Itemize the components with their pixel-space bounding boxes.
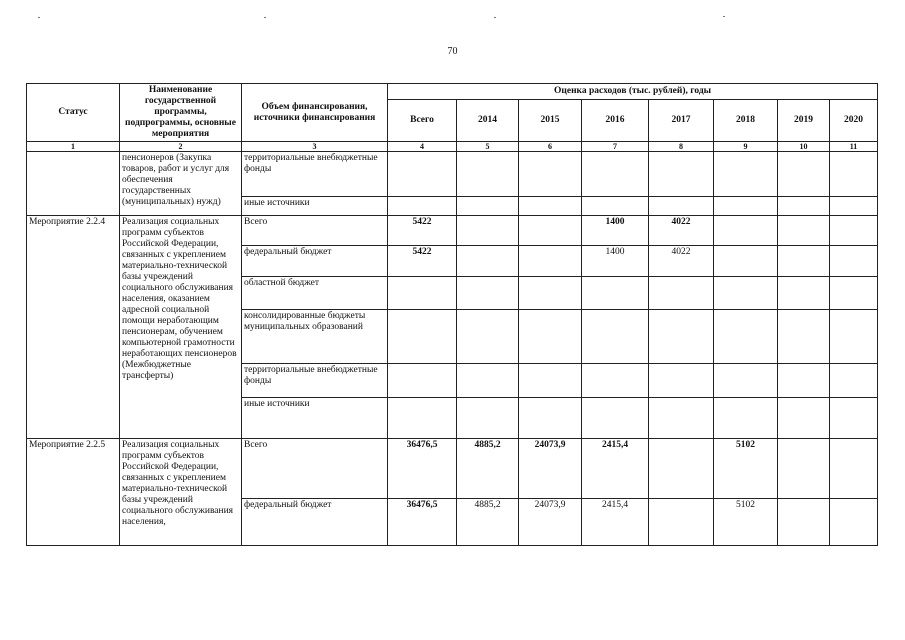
program-name-cell: Реализация социальных программ субъектов Российской Федерации, связанных с укреплением материально-технической базы учреждений социального обслуживания населения, — [120, 439, 242, 546]
header-year-2014: 2014 — [457, 99, 519, 141]
value-2014: 4885,2 — [457, 499, 519, 546]
col-number: 3 — [242, 142, 388, 152]
budget-table — [26, 83, 878, 546]
value-total: 5422 — [388, 216, 457, 246]
col-number: 2 — [120, 142, 242, 152]
program-name-cell: пенсионеров (Закупка товаров, работ и услуг для обеспечения государственных (муниципальных) нужд) — [120, 152, 242, 216]
col-number: 11 — [830, 142, 878, 152]
value-total: 5422 — [388, 246, 457, 277]
col-number: 8 — [649, 142, 714, 152]
header-status: Статус — [27, 84, 120, 142]
col-number: 7 — [582, 142, 649, 152]
value-2016: 2415,4 — [582, 439, 649, 499]
header-year-2020: 2020 — [830, 99, 878, 141]
value-total: 36476,5 — [388, 499, 457, 546]
scan-speck — [494, 17, 496, 18]
value-total: 36476,5 — [388, 439, 457, 499]
funding-source-cell: территориальные внебюджетные фонды — [242, 152, 388, 197]
col-number: 6 — [519, 142, 582, 152]
scan-speck — [38, 17, 40, 18]
header-year-2016: 2016 — [582, 99, 649, 141]
column-number-row — [27, 142, 878, 152]
value-2015: 24073,9 — [519, 439, 582, 499]
funding-source-cell: Всего — [242, 439, 388, 499]
funding-source-cell: территориальные внебюджетные фонды — [242, 364, 388, 398]
col-number: 10 — [778, 142, 830, 152]
col-number: 9 — [714, 142, 778, 152]
table-row — [27, 152, 878, 197]
status-cell: Мероприятие 2.2.5 — [27, 439, 120, 546]
funding-source-cell: Всего — [242, 216, 388, 246]
header-row — [27, 84, 878, 100]
funding-source-cell: федеральный бюджет — [242, 246, 388, 277]
page-number: 70 — [447, 46, 458, 57]
header-year-2015: 2015 — [519, 99, 582, 141]
value-2016: 1400 — [582, 246, 649, 277]
funding-source-cell: иные источники — [242, 197, 388, 216]
value-2017: 4022 — [649, 246, 714, 277]
value-2014: 4885,2 — [457, 439, 519, 499]
value-2016: 1400 — [582, 216, 649, 246]
funding-source-cell: областной бюджет — [242, 277, 388, 310]
header-year-2019: 2019 — [778, 99, 830, 141]
table-row — [27, 439, 878, 499]
header-year-2018: 2018 — [714, 99, 778, 141]
col-number: 5 — [457, 142, 519, 152]
col-number: 1 — [27, 142, 120, 152]
header-program-name: Наименование государственной программы, подпрограммы, основные мероприятия — [120, 84, 242, 142]
header-year-total: Всего — [388, 99, 457, 141]
value-2015: 24073,9 — [519, 499, 582, 546]
status-cell: Мероприятие 2.2.4 — [27, 216, 120, 439]
scan-speck — [264, 17, 266, 18]
header-estimate: Оценка расходов (тыс. рублей), годы — [388, 84, 878, 100]
value-2018: 5102 — [714, 499, 778, 546]
funding-source-cell: федеральный бюджет — [242, 499, 388, 546]
header-year-2017: 2017 — [649, 99, 714, 141]
col-number: 4 — [388, 142, 457, 152]
value-2016: 2415,4 — [582, 499, 649, 546]
status-cell — [27, 152, 120, 216]
funding-source-cell: иные источники — [242, 398, 388, 439]
program-name-cell: Реализация социальных программ субъектов Российской Федерации, связанных с укреплением материально-технической базы учреждений социального обслуживания населения, оказанием адресной социальной помощи неработающим пенсионерам, обучением компьютерной грамотности неработающих пенсионеров (Межбюджетные трансферты) — [120, 216, 242, 439]
scan-speck — [723, 16, 725, 17]
value-2018: 5102 — [714, 439, 778, 499]
header-funding: Объем финансирования, источники финансирования — [242, 84, 388, 142]
table-row — [27, 216, 878, 246]
funding-source-cell: консолидированные бюджеты муниципальных образований — [242, 310, 388, 364]
value-2017: 4022 — [649, 216, 714, 246]
